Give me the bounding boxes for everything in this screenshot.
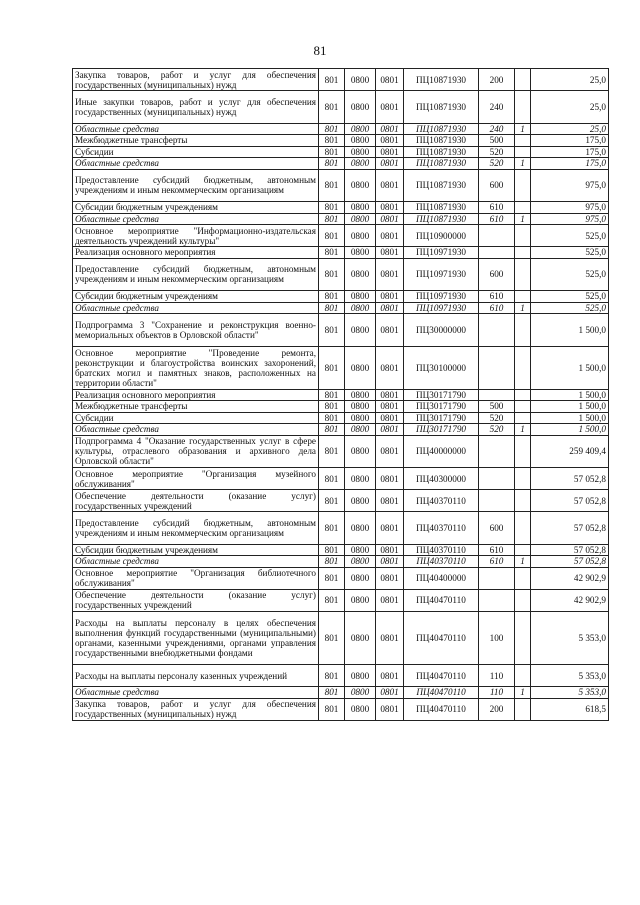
- expense-type-cell: 240: [479, 123, 515, 135]
- section-code-cell: 0800: [345, 435, 376, 468]
- table-row: [73, 698, 609, 720]
- table-row: [73, 169, 609, 202]
- grbs-code-cell: 801: [319, 302, 345, 314]
- subsection-code-cell: 0801: [376, 146, 404, 158]
- table-row: [73, 146, 609, 158]
- subsection-code-cell: 0801: [376, 291, 404, 303]
- amount-cell: 25,0: [531, 69, 609, 91]
- expense-type-cell: [479, 346, 515, 389]
- table-row: [73, 225, 609, 247]
- funding-source-cell: [515, 146, 531, 158]
- grbs-code-cell: 801: [319, 512, 345, 545]
- target-article-cell: ПЦ30171790: [404, 389, 479, 401]
- amount-cell: 57 052,8: [531, 512, 609, 545]
- section-code-cell: 0800: [345, 401, 376, 413]
- target-article-cell: ПЦ10971930: [404, 258, 479, 291]
- amount-cell: 42 902,9: [531, 589, 609, 611]
- subsection-code-cell: 0801: [376, 589, 404, 611]
- amount-cell: 525,0: [531, 247, 609, 259]
- row-name-cell: Областные средства: [73, 302, 319, 314]
- grbs-code-cell: 801: [319, 412, 345, 424]
- expense-type-cell: [479, 389, 515, 401]
- target-article-cell: ПЦ10871930: [404, 135, 479, 147]
- amount-cell: 1 500,0: [531, 314, 609, 347]
- section-code-cell: 0800: [345, 146, 376, 158]
- row-name-cell: Подпрограмма 4 "Оказание государственных услуг в сфере культуры, отраслевого образования и архивного дела Орловской области": [73, 435, 319, 468]
- table-row: [73, 611, 609, 665]
- section-code-cell: 0800: [345, 158, 376, 170]
- amount-cell: 525,0: [531, 291, 609, 303]
- expense-type-cell: 240: [479, 91, 515, 124]
- expense-type-cell: 520: [479, 412, 515, 424]
- target-article-cell: ПЦ40470110: [404, 611, 479, 665]
- target-article-cell: ПЦ30000000: [404, 314, 479, 347]
- grbs-code-cell: 801: [319, 91, 345, 124]
- amount-cell: 57 052,8: [531, 490, 609, 512]
- budget-table: [72, 68, 609, 721]
- amount-cell: 5 353,0: [531, 687, 609, 699]
- row-name-cell: Предоставление субсидий бюджетным, автономным учреждениям и иным некоммерческим организациям: [73, 512, 319, 545]
- funding-source-cell: [515, 169, 531, 202]
- table-row: [73, 412, 609, 424]
- expense-type-cell: 610: [479, 302, 515, 314]
- funding-source-cell: [515, 258, 531, 291]
- subsection-code-cell: 0801: [376, 169, 404, 202]
- amount-cell: 1 500,0: [531, 346, 609, 389]
- expense-type-cell: 100: [479, 611, 515, 665]
- target-article-cell: ПЦ40370110: [404, 556, 479, 568]
- row-name-cell: Межбюджетные трансферты: [73, 401, 319, 413]
- table-row: [73, 291, 609, 303]
- amount-cell: 57 052,8: [531, 556, 609, 568]
- section-code-cell: 0800: [345, 611, 376, 665]
- subsection-code-cell: 0801: [376, 158, 404, 170]
- row-name-cell: Подпрограмма 3 "Сохранение и реконструкция военно-мемориальных объектов в Орловской области": [73, 314, 319, 347]
- section-code-cell: 0800: [345, 424, 376, 436]
- subsection-code-cell: 0801: [376, 302, 404, 314]
- section-code-cell: 0800: [345, 202, 376, 214]
- section-code-cell: 0800: [345, 225, 376, 247]
- target-article-cell: ПЦ40370110: [404, 490, 479, 512]
- table-row: [73, 258, 609, 291]
- grbs-code-cell: 801: [319, 135, 345, 147]
- row-name-cell: Основное мероприятие "Информационно-издательская деятельность учреждений культуры": [73, 225, 319, 247]
- subsection-code-cell: 0801: [376, 665, 404, 687]
- section-code-cell: 0800: [345, 247, 376, 259]
- funding-source-cell: [515, 291, 531, 303]
- subsection-code-cell: 0801: [376, 611, 404, 665]
- amount-cell: 175,0: [531, 158, 609, 170]
- grbs-code-cell: 801: [319, 169, 345, 202]
- subsection-code-cell: 0801: [376, 556, 404, 568]
- target-article-cell: ПЦ40000000: [404, 435, 479, 468]
- section-code-cell: 0800: [345, 69, 376, 91]
- grbs-code-cell: 801: [319, 158, 345, 170]
- table-row: [73, 389, 609, 401]
- amount-cell: 5 353,0: [531, 665, 609, 687]
- subsection-code-cell: 0801: [376, 247, 404, 259]
- grbs-code-cell: 801: [319, 346, 345, 389]
- row-name-cell: Закупка товаров, работ и услуг для обеспечения государственных (муниципальных) нужд: [73, 698, 319, 720]
- subsection-code-cell: 0801: [376, 258, 404, 291]
- row-name-cell: Предоставление субсидий бюджетным, автономным учреждениям и иным некоммерческим организациям: [73, 169, 319, 202]
- section-code-cell: 0800: [345, 346, 376, 389]
- amount-cell: 525,0: [531, 225, 609, 247]
- table-row: [73, 202, 609, 214]
- funding-source-cell: [515, 346, 531, 389]
- table-row: [73, 247, 609, 259]
- amount-cell: 975,0: [531, 202, 609, 214]
- target-article-cell: ПЦ40370110: [404, 512, 479, 545]
- expense-type-cell: 200: [479, 69, 515, 91]
- subsection-code-cell: 0801: [376, 468, 404, 490]
- section-code-cell: 0800: [345, 291, 376, 303]
- target-article-cell: ПЦ10871930: [404, 169, 479, 202]
- grbs-code-cell: 801: [319, 202, 345, 214]
- section-code-cell: 0800: [345, 567, 376, 589]
- amount-cell: 25,0: [531, 123, 609, 135]
- grbs-code-cell: 801: [319, 567, 345, 589]
- row-name-cell: Расходы на выплаты персоналу казенных учреждений: [73, 665, 319, 687]
- section-code-cell: 0800: [345, 698, 376, 720]
- funding-source-cell: [515, 69, 531, 91]
- subsection-code-cell: 0801: [376, 412, 404, 424]
- row-name-cell: Расходы на выплаты персоналу в целях обеспечения выполнения функций государственными (муниципальными) органами, казенными учреждениями, органами управления государственными внебюджетными фондами: [73, 611, 319, 665]
- subsection-code-cell: 0801: [376, 698, 404, 720]
- amount-cell: 618,5: [531, 698, 609, 720]
- grbs-code-cell: 801: [319, 544, 345, 556]
- target-article-cell: ПЦ40470110: [404, 687, 479, 699]
- grbs-code-cell: 801: [319, 258, 345, 291]
- target-article-cell: ПЦ10971930: [404, 291, 479, 303]
- target-article-cell: ПЦ10871930: [404, 91, 479, 124]
- row-name-cell: Межбюджетные трансферты: [73, 135, 319, 147]
- funding-source-cell: [515, 412, 531, 424]
- table-row: [73, 424, 609, 436]
- funding-source-cell: [515, 135, 531, 147]
- grbs-code-cell: 801: [319, 146, 345, 158]
- amount-cell: 975,0: [531, 213, 609, 225]
- section-code-cell: 0800: [345, 589, 376, 611]
- expense-type-cell: [479, 435, 515, 468]
- funding-source-cell: 1: [515, 158, 531, 170]
- table-row: [73, 302, 609, 314]
- expense-type-cell: [479, 247, 515, 259]
- grbs-code-cell: 801: [319, 389, 345, 401]
- grbs-code-cell: 801: [319, 556, 345, 568]
- funding-source-cell: [515, 567, 531, 589]
- funding-source-cell: [515, 468, 531, 490]
- expense-type-cell: [479, 589, 515, 611]
- subsection-code-cell: 0801: [376, 213, 404, 225]
- table-row: [73, 512, 609, 545]
- target-article-cell: ПЦ30100000: [404, 346, 479, 389]
- budget-table-body: [73, 69, 609, 721]
- grbs-code-cell: 801: [319, 401, 345, 413]
- table-row: [73, 158, 609, 170]
- row-name-cell: Областные средства: [73, 158, 319, 170]
- amount-cell: 42 902,9: [531, 567, 609, 589]
- section-code-cell: 0800: [345, 314, 376, 347]
- expense-type-cell: 520: [479, 424, 515, 436]
- target-article-cell: ПЦ10871930: [404, 158, 479, 170]
- table-row: [73, 687, 609, 699]
- expense-type-cell: 610: [479, 556, 515, 568]
- section-code-cell: 0800: [345, 490, 376, 512]
- row-name-cell: Областные средства: [73, 123, 319, 135]
- amount-cell: 57 052,8: [531, 544, 609, 556]
- grbs-code-cell: 801: [319, 698, 345, 720]
- section-code-cell: 0800: [345, 687, 376, 699]
- grbs-code-cell: 801: [319, 123, 345, 135]
- grbs-code-cell: 801: [319, 435, 345, 468]
- table-row: [73, 556, 609, 568]
- target-article-cell: ПЦ40470110: [404, 698, 479, 720]
- row-name-cell: Субсидии бюджетным учреждениям: [73, 291, 319, 303]
- subsection-code-cell: 0801: [376, 567, 404, 589]
- target-article-cell: ПЦ10871930: [404, 202, 479, 214]
- subsection-code-cell: 0801: [376, 401, 404, 413]
- amount-cell: 57 052,8: [531, 468, 609, 490]
- subsection-code-cell: 0801: [376, 91, 404, 124]
- table-row: [73, 665, 609, 687]
- subsection-code-cell: 0801: [376, 512, 404, 545]
- grbs-code-cell: 801: [319, 665, 345, 687]
- row-name-cell: Основное мероприятие "Организация музейного обслуживания": [73, 468, 319, 490]
- subsection-code-cell: 0801: [376, 687, 404, 699]
- grbs-code-cell: 801: [319, 589, 345, 611]
- amount-cell: 1 500,0: [531, 389, 609, 401]
- target-article-cell: ПЦ10871930: [404, 123, 479, 135]
- expense-type-cell: 600: [479, 169, 515, 202]
- row-name-cell: Областные средства: [73, 424, 319, 436]
- expense-type-cell: 610: [479, 213, 515, 225]
- expense-type-cell: [479, 567, 515, 589]
- table-row: [73, 314, 609, 347]
- amount-cell: 5 353,0: [531, 611, 609, 665]
- amount-cell: 1 500,0: [531, 424, 609, 436]
- funding-source-cell: [515, 698, 531, 720]
- target-article-cell: ПЦ30171790: [404, 401, 479, 413]
- amount-cell: 1 500,0: [531, 401, 609, 413]
- funding-source-cell: [515, 202, 531, 214]
- expense-type-cell: [479, 225, 515, 247]
- section-code-cell: 0800: [345, 556, 376, 568]
- expense-type-cell: [479, 314, 515, 347]
- expense-type-cell: 520: [479, 146, 515, 158]
- table-row: [73, 544, 609, 556]
- funding-source-cell: [515, 589, 531, 611]
- funding-source-cell: [515, 435, 531, 468]
- expense-type-cell: 110: [479, 665, 515, 687]
- table-row: [73, 213, 609, 225]
- subsection-code-cell: 0801: [376, 389, 404, 401]
- target-article-cell: ПЦ10871930: [404, 213, 479, 225]
- funding-source-cell: [515, 401, 531, 413]
- subsection-code-cell: 0801: [376, 225, 404, 247]
- section-code-cell: 0800: [345, 512, 376, 545]
- expense-type-cell: 610: [479, 202, 515, 214]
- grbs-code-cell: 801: [319, 213, 345, 225]
- table-row: [73, 468, 609, 490]
- section-code-cell: 0800: [345, 258, 376, 291]
- section-code-cell: 0800: [345, 544, 376, 556]
- subsection-code-cell: 0801: [376, 544, 404, 556]
- amount-cell: 175,0: [531, 135, 609, 147]
- subsection-code-cell: 0801: [376, 123, 404, 135]
- target-article-cell: ПЦ10971930: [404, 247, 479, 259]
- section-code-cell: 0800: [345, 135, 376, 147]
- funding-source-cell: [515, 225, 531, 247]
- subsection-code-cell: 0801: [376, 69, 404, 91]
- section-code-cell: 0800: [345, 169, 376, 202]
- amount-cell: 175,0: [531, 146, 609, 158]
- row-name-cell: Областные средства: [73, 556, 319, 568]
- grbs-code-cell: 801: [319, 69, 345, 91]
- row-name-cell: Обеспечение деятельности (оказание услуг) государственных учреждений: [73, 589, 319, 611]
- section-code-cell: 0800: [345, 389, 376, 401]
- expense-type-cell: 110: [479, 687, 515, 699]
- expense-type-cell: [479, 468, 515, 490]
- section-code-cell: 0800: [345, 213, 376, 225]
- amount-cell: 259 409,4: [531, 435, 609, 468]
- subsection-code-cell: 0801: [376, 435, 404, 468]
- target-article-cell: ПЦ10871930: [404, 69, 479, 91]
- table-row: [73, 69, 609, 91]
- grbs-code-cell: 801: [319, 490, 345, 512]
- row-name-cell: Предоставление субсидий бюджетным, автономным учреждениям и иным некоммерческим организациям: [73, 258, 319, 291]
- amount-cell: 1 500,0: [531, 412, 609, 424]
- section-code-cell: 0800: [345, 412, 376, 424]
- expense-type-cell: 520: [479, 158, 515, 170]
- target-article-cell: ПЦ10871930: [404, 146, 479, 158]
- table-row: [73, 346, 609, 389]
- table-row: [73, 91, 609, 124]
- target-article-cell: ПЦ40470110: [404, 665, 479, 687]
- table-row: [73, 589, 609, 611]
- grbs-code-cell: 801: [319, 687, 345, 699]
- amount-cell: 975,0: [531, 169, 609, 202]
- row-name-cell: Реализация основного мероприятия: [73, 247, 319, 259]
- grbs-code-cell: 801: [319, 225, 345, 247]
- target-article-cell: ПЦ40470110: [404, 589, 479, 611]
- expense-type-cell: 500: [479, 401, 515, 413]
- row-name-cell: Иные закупки товаров, работ и услуг для обеспечения государственных (муниципальных) нужд: [73, 91, 319, 124]
- funding-source-cell: [515, 611, 531, 665]
- row-name-cell: Субсидии бюджетным учреждениям: [73, 544, 319, 556]
- section-code-cell: 0800: [345, 665, 376, 687]
- table-row: [73, 490, 609, 512]
- funding-source-cell: [515, 665, 531, 687]
- expense-type-cell: 610: [479, 544, 515, 556]
- grbs-code-cell: 801: [319, 314, 345, 347]
- row-name-cell: Обеспечение деятельности (оказание услуг) государственных учреждений: [73, 490, 319, 512]
- funding-source-cell: 1: [515, 302, 531, 314]
- funding-source-cell: [515, 314, 531, 347]
- expense-type-cell: 600: [479, 512, 515, 545]
- funding-source-cell: [515, 389, 531, 401]
- table-row: [73, 401, 609, 413]
- target-article-cell: ПЦ10971930: [404, 302, 479, 314]
- funding-source-cell: [515, 512, 531, 545]
- subsection-code-cell: 0801: [376, 135, 404, 147]
- row-name-cell: Субсидии: [73, 146, 319, 158]
- row-name-cell: Областные средства: [73, 687, 319, 699]
- subsection-code-cell: 0801: [376, 202, 404, 214]
- expense-type-cell: 500: [479, 135, 515, 147]
- funding-source-cell: 1: [515, 424, 531, 436]
- section-code-cell: 0800: [345, 123, 376, 135]
- expense-type-cell: [479, 490, 515, 512]
- target-article-cell: ПЦ40300000: [404, 468, 479, 490]
- row-name-cell: Областные средства: [73, 213, 319, 225]
- row-name-cell: Закупка товаров, работ и услуг для обеспечения государственных (муниципальных) нужд: [73, 69, 319, 91]
- row-name-cell: Субсидии: [73, 412, 319, 424]
- funding-source-cell: [515, 490, 531, 512]
- amount-cell: 525,0: [531, 302, 609, 314]
- subsection-code-cell: 0801: [376, 314, 404, 347]
- row-name-cell: Субсидии бюджетным учреждениям: [73, 202, 319, 214]
- target-article-cell: ПЦ40370110: [404, 544, 479, 556]
- page-number: 81: [313, 43, 327, 58]
- expense-type-cell: 600: [479, 258, 515, 291]
- funding-source-cell: 1: [515, 556, 531, 568]
- row-name-cell: Основное мероприятие "Организация библиотечного обслуживания": [73, 567, 319, 589]
- table-row: [73, 123, 609, 135]
- table-row: [73, 567, 609, 589]
- grbs-code-cell: 801: [319, 247, 345, 259]
- funding-source-cell: [515, 91, 531, 124]
- funding-source-cell: 1: [515, 123, 531, 135]
- funding-source-cell: 1: [515, 213, 531, 225]
- funding-source-cell: 1: [515, 687, 531, 699]
- target-article-cell: ПЦ40400000: [404, 567, 479, 589]
- section-code-cell: 0800: [345, 91, 376, 124]
- subsection-code-cell: 0801: [376, 346, 404, 389]
- amount-cell: 525,0: [531, 258, 609, 291]
- section-code-cell: 0800: [345, 468, 376, 490]
- grbs-code-cell: 801: [319, 468, 345, 490]
- section-code-cell: 0800: [345, 302, 376, 314]
- target-article-cell: ПЦ10900000: [404, 225, 479, 247]
- amount-cell: 25,0: [531, 91, 609, 124]
- row-name-cell: Основное мероприятие "Проведение ремонта, реконструкции и благоустройства воинских захоронений, братских могил и памятных знаков, расположенных на территории области": [73, 346, 319, 389]
- grbs-code-cell: 801: [319, 424, 345, 436]
- grbs-code-cell: 801: [319, 611, 345, 665]
- funding-source-cell: [515, 247, 531, 259]
- funding-source-cell: [515, 544, 531, 556]
- table-row: [73, 435, 609, 468]
- target-article-cell: ПЦ30171790: [404, 424, 479, 436]
- subsection-code-cell: 0801: [376, 490, 404, 512]
- table-row: [73, 135, 609, 147]
- grbs-code-cell: 801: [319, 291, 345, 303]
- subsection-code-cell: 0801: [376, 424, 404, 436]
- row-name-cell: Реализация основного мероприятия: [73, 389, 319, 401]
- expense-type-cell: 610: [479, 291, 515, 303]
- target-article-cell: ПЦ30171790: [404, 412, 479, 424]
- expense-type-cell: 200: [479, 698, 515, 720]
